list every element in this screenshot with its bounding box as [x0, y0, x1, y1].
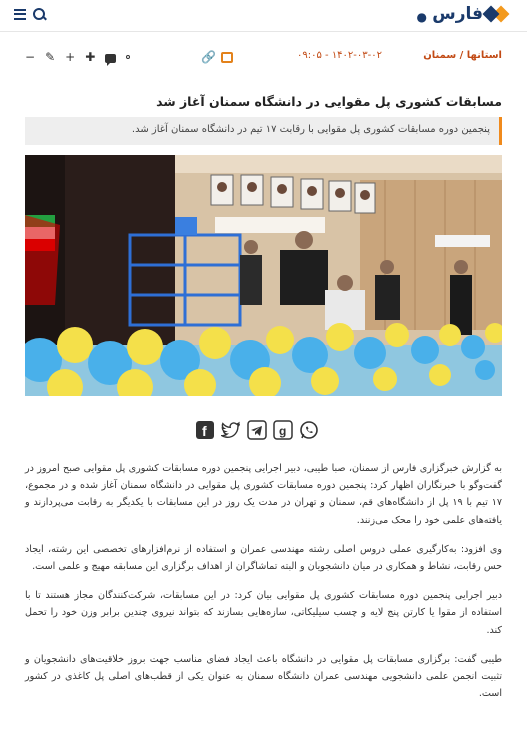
bookmark-icon[interactable]: ✚ — [85, 50, 96, 64]
article-lead: پنجمین دوره مسابقات کشوری پل مقوایی با رقابت ۱۷ تیم در دانشگاه سمنان آغاز شد. — [25, 117, 502, 145]
top-bar — [0, 0, 527, 32]
font-decrease-button[interactable]: − — [25, 50, 36, 64]
article-meta — [25, 46, 502, 70]
search-icon[interactable] — [32, 7, 46, 21]
svg-text:g: g — [279, 424, 287, 438]
googleplus-icon[interactable] — [273, 420, 293, 440]
link-icon[interactable]: 🔗 — [201, 50, 216, 64]
menu-icon[interactable] — [14, 9, 26, 20]
breadcrumb[interactable]: استانها / سمنان — [423, 50, 502, 61]
svg-text:f: f — [202, 423, 207, 439]
publish-date: ۱۴۰۲-۰۳-۰۲ - ۰۹:۰۵ — [296, 50, 382, 61]
share-bar — [195, 420, 319, 440]
article-photo[interactable] — [25, 155, 502, 396]
article-paragraph: به گزارش خبرگزاری فارس از سمنان، صبا طیبی، دبیر اجرایی پنجمین دوره مسابقات کشوری پل مقوایی صبح امروز در گفت‌وگو با خبرنگاران اظهار کرد: پنجمین دوره مسابقات کشوری پل مقوایی در دانشگاه سمنان آغاز شده و در مجموع، ۱۷ تیم با ۱۹ پل از دانشگاه‌های قم، سمنان و تهران در مدت یک روز در این مسابقات با یکدیگر به رقابت می‌پردازند و یافته‌های علمی خود را محک می‌زنند. — [25, 463, 502, 526]
twitter-icon[interactable] — [221, 420, 241, 440]
whatsapp-icon[interactable] — [299, 420, 319, 440]
comment-icon[interactable] — [105, 54, 116, 63]
language-dot-icon[interactable]: ● — [416, 10, 427, 24]
font-increase-button[interactable]: + — [65, 50, 76, 64]
logo-text: فارس — [432, 4, 483, 24]
article-tools — [25, 49, 130, 65]
edit-icon[interactable]: ✎ — [45, 50, 56, 64]
telegram-icon[interactable] — [247, 420, 267, 440]
article-paragraph: دبیر اجرایی پنجمین دوره مسابقات کشوری پل مقوایی بیان کرد: در این مسابقات، شرکت‌کنندگان مجاز هستند تا با استفاده از مقوا یا کارتن پنج لایه و چسب سیلیکاتی، سازه‌هایی بسازند که بتواند نیروی چندین برابر وزن خود را تحمل کند. — [25, 590, 502, 636]
header-actions — [14, 7, 46, 21]
site-logo[interactable] — [430, 4, 509, 24]
article-paragraph: طیبی گفت: برگزاری مسابقات پل مقوایی در دانشگاه باعث ایجاد فضای مناسب جهت بروز خلاقیت‌های دانشجویان و تثبیت انجمن علمی دانشجویی مهندسی عمران دانشگاه سمنان به عنوان یکی از قطب‌های اصلی پل کاغذی در کشور است. — [25, 653, 502, 700]
article-body — [25, 460, 502, 714]
article-photo-illustration — [25, 155, 502, 396]
logo-mark-icon — [483, 4, 509, 24]
comment-count-dot — [126, 55, 130, 59]
article-paragraph: وی افزود: به‌کارگیری عملی دروس اصلی رشته مهندسی عمران و استفاده از نرم‌افزارهای تخصصی این رشته، ایجاد حس رقابت، نشاط و همکاری در میان دانشجویان و البته تماشاگران از اهداف برگزاری این مسابقه مهیج و علمی است. — [25, 543, 502, 573]
facebook-icon[interactable] — [195, 420, 215, 440]
article-title: مسابقات کشوری پل مقوایی در دانشگاه سمنان آغاز شد — [156, 94, 502, 109]
print-icon[interactable] — [221, 52, 233, 63]
